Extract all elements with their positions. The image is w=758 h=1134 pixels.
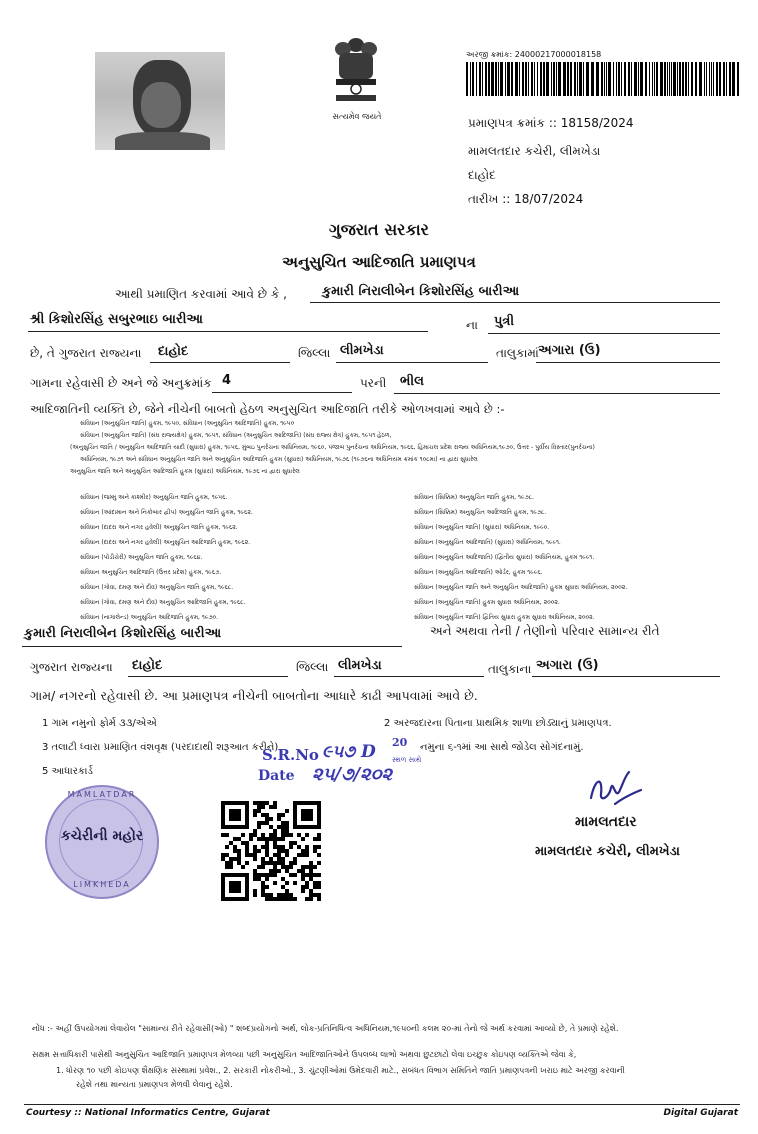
stamp-date-value: ૨૫/૭/૨૦૨ (312, 764, 393, 785)
signatory-office: મામલતદાર કચેરી, લીમખેડા (535, 844, 680, 859)
stamp-date-label: Date (258, 768, 295, 784)
state-prefix: છે, તે ગુજરાત રાજ્યના (30, 346, 142, 360)
recognised-text: આદિજાતિની વ્યક્તિ છે, જેને નીચેની બાબતો હેઠળ અનુસુચિત આદિજાતિ તરીકે ઓળખવામાં આવે છે :- (30, 402, 505, 416)
village-value: અગારા (ઉ) (538, 343, 601, 358)
state-prefix-2: ગુજરાત રાજ્યના (30, 660, 113, 674)
government-title: ગુજરાત સરકાર (329, 220, 429, 239)
enclosure-5: 5 આધારકાર્ડ (42, 766, 93, 777)
taluka-label: તાલુકામાં (496, 346, 539, 360)
certificate-number: પ્રમાણપત્ર ક્રમાંક :: 18158/2024 (468, 116, 634, 130)
holder-name: કુમારી નિરાલીબેન કિશોરસિંહ બારીઆ (322, 284, 520, 299)
issue-date: તારીખ :: 18/07/2024 (468, 192, 584, 206)
footer-brand: Digital Gujarat (663, 1108, 738, 1118)
application-number: અરજી ક્રમાંક: 24000217000018158 (466, 50, 602, 59)
seal-bottom-text: LIMKHEDA (73, 880, 131, 889)
serial-number: 4 (222, 373, 232, 388)
qr-code (221, 801, 321, 901)
resident-prefix: ગામના રહેવાસી છે અને જે અનુક્રમાંક (30, 376, 212, 390)
of-label: ના (466, 318, 478, 332)
enclosure-4: નમુના ૬-૧માં આ સાથે જોડેલ સોગંદનામું. (420, 742, 584, 753)
village-value-2: અગારા (ઉ) (536, 658, 599, 673)
footer-courtesy: Courtesy :: National Informatics Centre, Gujarat (26, 1108, 270, 1118)
tribe-name: ભીલ (400, 374, 424, 389)
note-1: નોંધ :- અહીં ઉપયોગમાં લેવાયેલ "સામાન્ય રીતે રહેવાસી(ઓ) " શબ્દપ્રયોગનો અર્થ, લોક-પ્રતિનિધિત્વ અધિનિયમ,૧૯૫૦ની કલમ ૨૦-માં તેનો જે અર્થ કરવામાં આવ્યો છે, તે પ્રમાણે રહેશે. (32, 1024, 619, 1033)
note-2: સક્ષમ સત્તાધિકારી પાસેથી અનુસુચિત આદિજાતિ પ્રમાણપત્ર મેળવ્યા પછી અનુસુચિત આદિજાતિઓને ઉપલબ્ધ લાભો અથવા છુટછાટો લેવા ઇચ્છુક કોઇપણ વ્યક્તિએ જેવા કે, (32, 1050, 577, 1059)
acts-left-list: સંવિધાન (જમ્મુ અને કાશ્મીર) અનુસુચિત જાતિ હુકમ, ૧૯૫૬. સંવિધાન (આંદામાન અને નિકોબાર દ્વીપ) અનુસુચિત જાતિ હુકમ, ૧૯૬૨. સંવિધાન (દાદરા અને નગર હવેલી) અનુસુચિત જાતિ હુકમ, ૧૯૬૨. સંવિધાન (દાદરા અને નગર હવેલી) અનુસુચિત આદિજાતિ હુકમ, ૧૯૬૨. સંવિધાન (પોંડીચેરી) અનુસુચિત જાતિ હુકમ, ૧૯૬૪. સંવિધાન અનુસુચિત આદિજાતિ (ઉત્તર પ્રદેશ) હુકમ, ૧૯૬૭. સંવિધાન (ગોવા, દમણ અને દીવ) અનુસુચિત જાતિ હુકમ, ૧૯૬૮. સંવિધાન (ગોવા, દમણ અને દીવ) અનુસુચિત આદિજાતિ હુકમ, ૧૯૬૮. સંવિધાન (નાગાલેન્ડ) અનુસુચિત આદિજાતિ હુકમ, ૧૯૭૦. (80, 494, 253, 621)
note-3: 1. ધોરણ ૧૦ પછી કોઇપણ શૈક્ષણિક સંસ્થામાં પ્રવેશ., 2. સરકારી નોકરીઓ., 3. ચુંટણીઓમાં ઉમેદવારી માટે., સંબંધત વિભાગ સમિતિને જાતિ પ્રમાણપત્રની ખરાઇ માટે અરજી કરવાની (56, 1066, 625, 1075)
basis-text: ગામ/ નગરનો રહેવાસી છે. આ પ્રમાણપત્ર નીચેની બાબતોના આધારે કાઢી આપવામાં આવે છે. (30, 688, 478, 703)
national-emblem-icon (327, 35, 385, 113)
holder-name-repeat: કુમારી નિરાલીબેન કિશોરસિંહ બારીઆ (24, 626, 222, 641)
stamp-sr-label: S.R.No (262, 746, 319, 764)
stamp-sr-value: ૯૫૭ D (322, 742, 376, 762)
relation: પુત્રી (494, 314, 515, 329)
taluka-label-2: તાલુકાના (488, 662, 532, 676)
barcode (466, 62, 742, 96)
issuing-district: દાહોદ (468, 168, 496, 182)
acts-right-list: સંવિધાન (સિક્કિમ) અનુસુચિત જાતિ હુકમ, ૧૯૭૮. સંવિધાન (સિક્કિમ) અનુસુચિત આદિજાતિ હુકમ, ૧૯૭૮. સંવિધાન (અનુસુચિત જાતિ) (સુધારા) અધિનિયમ, ૧૯૯૦. સંવિધાન (અનુસુચિત આદિજાતિ) (સુધારા) અધિનિયમ, ૧૯૯૧. સંવિધાન (અનુસુચિત આદિજાતિ) (દ્વિતીય સુધારા) અધિનિયમ, હુકમ ૧૯૯૧. સંવિધાન (અનુસુચિત આદિજાતિ) ઓર્ડર, હુકમ ૧૯૯૬. સંવિધાન (અનુસુચિત જાતિ અને અનુસુચિત આદિજાતિ) હુકમ સુધારા અધિનિયમ, ૨૦૦૨. સંવિધાન (અનુસુચિત જાતિ) હુકમ સુધારા અધિનિયમ, ૨૦૦૨. સંવિધાન (અનુસુચિત જાતિ) દ્વિતિય સુધારા હુકમ સુધારા અધિનિયમ, ૨૦૦૨. (414, 494, 628, 621)
family-text: અને અથવા તેની / તેણીનો પરિવાર સામાન્ય રીતે (430, 624, 660, 638)
father-name: શ્રી કિશોરસિંહ સબુરભાઇ બારીઆ (30, 312, 203, 327)
taluka-value: લીમખેડા (340, 343, 384, 358)
stamp-small-mark: સ્થળ સાથે (392, 756, 422, 764)
certificate-title: અનુસુચિત આદિજાતિ પ્રમાણપત્ર (282, 253, 476, 271)
certify-prefix: આથી પ્રમાણિત કરવામાં આવે છે કે , (115, 287, 287, 301)
acts-full-list: સંવિધાન (અનુસુચિત જાતિ) હુકમ, ૧૯૫૦, સંવિધાન (અનુસુચિત આદિજાતિ) હુકમ, ૧૯૫૦ સંવિધાન (અનુસુચિત જાતિ) (સંઘ રાજ્યક્ષેત્ર) હુકમ, ૧૯૫૧, સંવિધાન (અનુસુચિત આદિજાતિ) (સંઘ રાજ્ય ક્ષેત્ર) હુકમ, ૧૯૫૧ હેઠળ, (અનુસુચિત જાતિ / અનુસુચિત આદિજાતિ યાદી (સુધારા) હુકમ, ૧૯૫૬, મુંબઇ પુનર્રચના અધિનિયમ, ૧૯૬૦, પંજાબ પુનર્રચના અધિનિયમ, ૧૯૬૬, હિમાચલ પ્રદેશ રાજ્ય અધિનિયમ,૧૯૭૦, ઉત્તર - પુર્વીય વિસ્તાર(પુનર્રચના) અધિનિયમ, ૧૯૭૧ અને સંવિધાન અનુસુચિત જાતિ અને અનુસુચિત આદિજાતિ હુકમ (સુધારા) અધિનિયમ, ૧૯૭૬ (૧૯૭૬ના અધિનિયમ ક્રમાંક ૧૦૮મા) ના દ્વારા સુધારેલ અનુસુચિત જાતિ અને અનુસુચિત આદિજાતિ હુકમ (સુધારા) અધિનિયમ, ૧૯૭૬ ના દ્વારા સુધારેલ (70, 420, 595, 475)
enclosure-3: 3 તલાટી ધ્વારા પ્રમાણિત વંશવૃક્ષ (પરદાદાથી શરૂઆત કરીને) (42, 742, 279, 753)
issuing-office: મામલતદાર કચેરી, લીમખેડા (468, 144, 601, 158)
signatory-designation: મામલતદાર (575, 814, 637, 830)
seal-top-text: MAMLATDAR (67, 790, 137, 799)
district-label: જિલ્લા (298, 346, 331, 360)
enclosure-1: 1 ગામ નમુનો ફોર્મ ૩૩/એએ (42, 718, 157, 729)
stamp-year-mark: 20 (392, 736, 408, 749)
enclosure-2: 2 અરજદારના પિતાના પ્રાથમિક શાળા છોડ્યાનું પ્રમાણપત્ર. (384, 718, 612, 729)
tribe-label: પરની (360, 376, 387, 390)
footer-divider (24, 1104, 740, 1105)
emblem-caption: સત્યમેવ જયતે (332, 112, 382, 121)
signature (585, 768, 645, 812)
district-value: દાહોદ (158, 344, 189, 359)
seal-center-text: કચેરીની મહોર (60, 828, 144, 844)
district-value-2: દાહોદ (132, 658, 163, 673)
taluka-value-2: લીમખેડા (338, 658, 382, 673)
district-label-2: જિલ્લા (296, 660, 329, 674)
applicant-photo (95, 52, 225, 150)
note-4: રહેશે તથા માન્યતા પ્રમાણપત્ર મેળવી લેવાનું રહેશે. (76, 1080, 233, 1089)
